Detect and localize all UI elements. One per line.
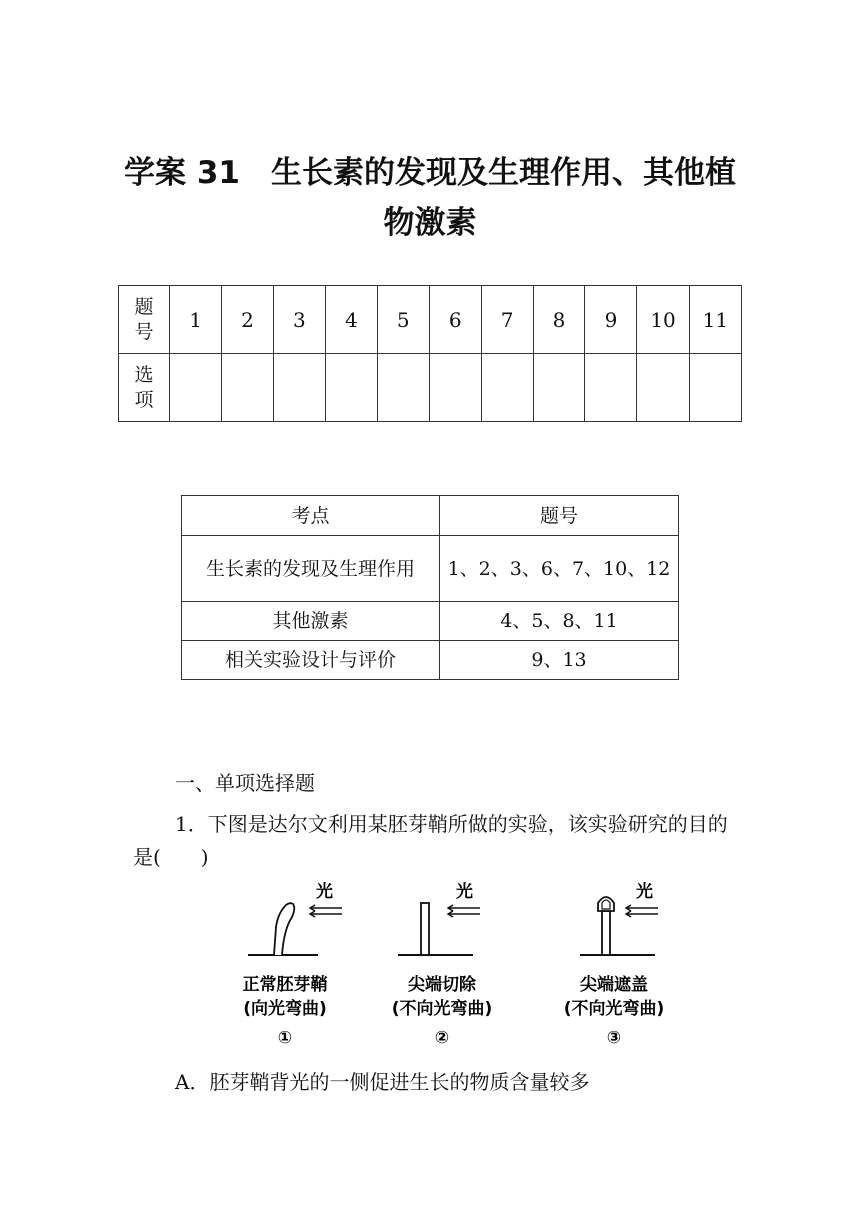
header-topic: 考点 [182,496,440,536]
panel-1-subcaption: (向光弯曲) [243,999,327,1019]
header-question-numbers: 题号 [440,496,679,536]
panel-1-caption: 正常胚芽鞘 [242,975,328,995]
answer-cell[interactable] [325,354,377,422]
answer-cell[interactable] [273,354,325,422]
answer-cell[interactable] [533,354,585,422]
darwin-experiment-figure [230,875,680,1055]
answer-cell[interactable] [429,354,481,422]
panel-1-normal-coleoptile [248,881,342,955]
question-1-stem [133,808,733,874]
answer-cell[interactable] [170,354,222,422]
answer-cell[interactable] [481,354,533,422]
topic-cell: 相关实验设计与评价 [182,641,440,680]
panel-3-subcaption: (不向光弯曲) [563,999,665,1019]
panel-3-number: ③ [606,1028,622,1048]
light-arrows [626,905,658,917]
light-arrows [448,905,480,917]
panel-1-number: ① [277,1028,293,1048]
light-label: 光 [636,882,653,902]
row-head-option [119,354,170,422]
question-number-cell: 2 [222,286,274,354]
answer-table [118,285,742,422]
question-number-cell: 11 [689,286,741,354]
panel-2-number: ② [434,1028,450,1048]
row-head-char: 号 [134,320,154,343]
question-number-cell: 10 [637,286,689,354]
question-1-text: 1．下图是达尔文利用某胚芽鞘所做的实验，该实验研究的目的是( ) [133,812,728,869]
answer-table-number-row [119,286,742,354]
page-title-line-2: 物激素 [383,205,477,241]
topic-table [181,495,679,680]
answer-cell[interactable] [377,354,429,422]
question-number-cell: 3 [273,286,325,354]
question-number-cell: 9 [585,286,637,354]
panel-3-tip-covered [580,881,658,955]
answer-cell[interactable] [637,354,689,422]
topic-table-row [182,641,679,680]
panel-2-caption: 尖端切除 [408,975,476,995]
light-label: 光 [456,882,473,902]
light-arrows [310,905,342,917]
question-number-cell: 1 [170,286,222,354]
question-number-cell: 7 [481,286,533,354]
answer-table-option-row [119,354,742,422]
topic-cell: 生长素的发现及生理作用 [182,536,440,602]
topic-table-row [182,602,679,641]
section-heading: 一、单项选择题 [175,771,315,795]
answer-cell[interactable] [222,354,274,422]
question-numbers-cell: 1、2、3、6、7、10、12 [440,536,679,602]
question-numbers-cell: 4、5、8、11 [440,602,679,641]
answer-cell[interactable] [585,354,637,422]
row-head-char: 项 [134,388,154,411]
panel-3-caption: 尖端遮盖 [580,975,648,995]
question-number-cell: 5 [377,286,429,354]
topic-table-header [182,496,679,536]
topic-table-row [182,536,679,602]
row-head-char: 选 [134,363,154,386]
panel-2-tip-removed [398,881,480,955]
question-numbers-cell: 9、13 [440,641,679,680]
row-head-question-number [119,286,170,354]
question-number-cell: 8 [533,286,585,354]
page-title-line-1: 学案 31 生长素的发现及生理作用、其他植 [124,155,736,191]
light-label: 光 [316,882,333,902]
question-number-cell: 4 [325,286,377,354]
row-head-char: 题 [134,295,154,318]
panel-2-subcaption: (不向光弯曲) [391,999,493,1019]
topic-cell: 其他激素 [182,602,440,641]
option-a: A．胚芽鞘背光的一侧促进生长的物质含量较多 [175,1070,590,1094]
question-number-cell: 6 [429,286,481,354]
answer-cell[interactable] [689,354,741,422]
